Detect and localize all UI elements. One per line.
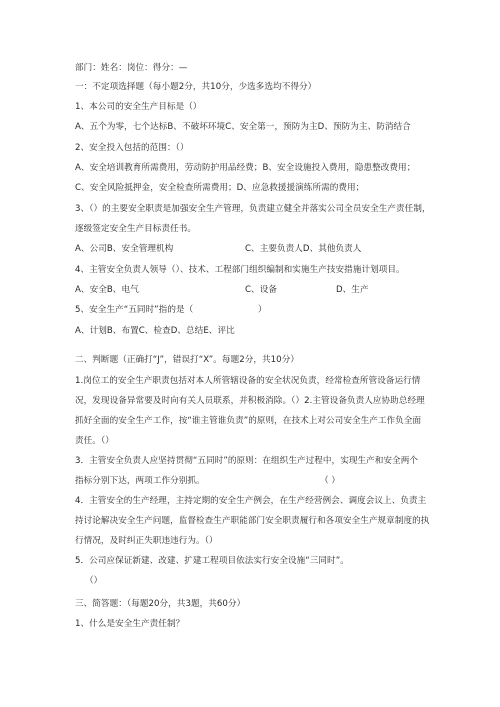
question-3-options-a: A、公司B、安全管理机构 bbox=[75, 244, 174, 254]
judge-line-8: 持讨论解决安全生产问题，监督检查生产职能部门安全职责履行和各项安全生产规章制度的执 bbox=[75, 516, 430, 526]
question-2-stem: 2、安全投入包括的范围：（） bbox=[75, 143, 189, 153]
question-2-options-line-2: C、安全风险抵押金，安全检查所需费用；D、应急救援援演练所需的费用； bbox=[75, 183, 365, 193]
judge-line-1: 1.岗位工的安全生产职责包括对本人所管辖设备的安全状况负责，经常检查所管设备运行情 bbox=[75, 376, 421, 386]
judge-line-9: 行情况，及时纠正失职违违行为。（） bbox=[75, 536, 218, 546]
judge-line-6: 指标分别下达，两项工作分别抓。 bbox=[75, 476, 205, 486]
question-4-options-d: D、生产 bbox=[336, 285, 369, 295]
section-2-title: 二、判断题（正确打“J”，错误打“X”。每题2分，共10分） bbox=[75, 355, 299, 365]
question-5-stem-close: ） bbox=[258, 305, 267, 315]
question-5-stem: 5、安全生产“五同时”指的是（ bbox=[75, 305, 194, 315]
header-info: 部门：姓名：岗位：得分：— bbox=[75, 63, 188, 73]
judge-answer-5: （） bbox=[85, 576, 103, 586]
judge-line-5: 3．主管安全负责人应坚持贯彻“五同时”的原则：在组织生产过程中，实现生产和安全两个 bbox=[75, 456, 418, 466]
judge-line-2: 况，发现设备异常要及时向有关人员联系，并积极消除。（）2.主管设备负责人应协助总经理 bbox=[75, 396, 425, 406]
question-3-stem-cont: 逐级签定安全生产目标责任书。 bbox=[75, 224, 197, 234]
judge-line-7: 4．主管安全的生产经理，主持定期的安全生产例会，在生产经营例会、调度会议上、负责主 bbox=[75, 496, 427, 506]
question-4-options-a: A、安全B、电气 bbox=[75, 285, 139, 295]
judge-line-4: 责任。（） bbox=[75, 436, 114, 446]
judge-answer-3: （ ） bbox=[320, 476, 341, 486]
question-4-stem: 4、主管安全负责人领导（）、技术、工程部门组织编制和实施生产技安措施计划项目。 bbox=[75, 265, 405, 275]
question-1-stem: 1、本公司的安全生产目标是（） bbox=[75, 102, 202, 112]
question-3-stem: 3、（）的主要安全职责是加强安全生产管理，负责建立健全并落实公司全员安全生产责任制， bbox=[75, 204, 431, 214]
question-5-options: A、计划B、布置C、检查D、总结E、评比 bbox=[75, 326, 235, 336]
question-4-options-c: C、设备 bbox=[245, 285, 277, 295]
question-3-options-c: C、主要负责人D、其他负责人 bbox=[245, 244, 362, 254]
judge-line-3: 抓好全面的安全生产工作，按“谁主管谁负责”的原则，在技术上对公司安全生产工作负全面 bbox=[75, 416, 422, 426]
section-3-title: 三、简答题：（每题20分，共3题，共60分） bbox=[75, 599, 246, 609]
question-2-options-line-1: A、安全培训教育所需费用，劳动防护用品经费；B、安全设施投入费用，隐患整改费用； bbox=[75, 163, 416, 173]
judge-line-10: 5．公司应保证新建、改建、扩建工程项目依法实行安全设施“三同时”。 bbox=[75, 556, 349, 566]
question-1-options: A、五个为零，七个达标B、不破坏环境C、安全第一，预防为主D、预防为主、防消结合 bbox=[75, 122, 411, 132]
short-answer-1: 1、什么是安全生产责任制？ bbox=[75, 619, 185, 629]
section-1-title: 一：不定项选择题（每小题2分，共10分，少选多选均不得分） bbox=[75, 82, 317, 92]
